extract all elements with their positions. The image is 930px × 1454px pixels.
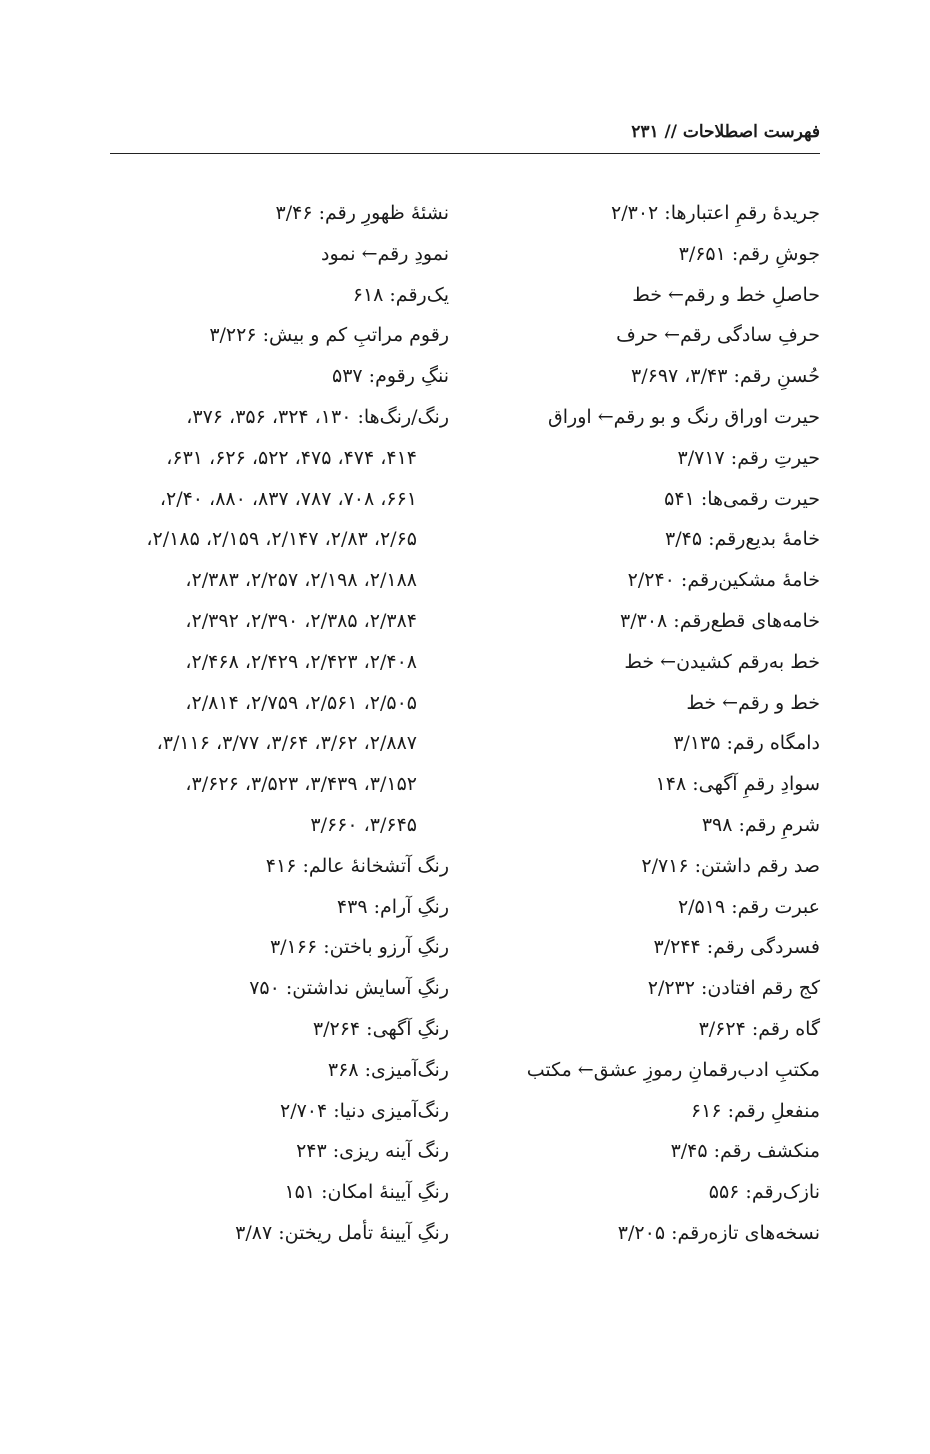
index-entry: عبرت رقم: ۲/۵۱۹ [677, 895, 820, 918]
index-entry: منکشف رقم: ۳/۴۵ [670, 1140, 820, 1163]
index-entry: رنگ‌آمیزی دنیا: ۲/۷۰۴ [280, 1099, 449, 1122]
index-entry: گاه رقم: ۳/۶۲۴ [698, 1017, 820, 1040]
index-entry: خط و رقم← خط [686, 691, 820, 714]
index-entry: رنگ آتشخانهٔ عالم: ۴۱۶ [265, 854, 449, 877]
index-entry: نسخه‌های تازه‌رقم: ۳/۲۰۵ [617, 1221, 820, 1244]
index-entry: حیرت اوراق رنگ و بو رقم← اوراق [548, 405, 820, 428]
header-rule [110, 153, 820, 154]
index-column-left [69, 193, 449, 1254]
index-entry: دامگاه رقم: ۳/۱۳۵ [673, 732, 820, 755]
index-entry: حرفِ سادگی رقم← حرف [616, 324, 820, 347]
index-entry: رنگِ آسایش نداشتن: ۷۵۰ [249, 977, 449, 1000]
index-entry: رنگ/رنگ‌ها: ۱۳۰، ۳۲۴، ۳۵۶، ۳۷۶، [186, 405, 449, 428]
index-entry: مکتبِ ادب‌رقمانِ رموزِ عشق← مکتب [526, 1058, 820, 1081]
index-entry-continuation: ۴۱۴، ۴۷۴، ۴۷۵، ۵۲۲، ۶۲۶، ۶۳۱، [166, 446, 417, 469]
index-entry: رنگ آینه ریزی: ۲۴۳ [296, 1140, 449, 1163]
index-entry: حاصلِ خط و رقم← خط [632, 283, 820, 306]
index-entry: خامهٔ بدیع‌رقم: ۳/۴۵ [665, 528, 820, 551]
index-entry: رنگِ آرام: ۴۳۹ [336, 895, 449, 918]
index-entry: رنگِ آرزو باختن: ۳/۱۶۶ [269, 936, 449, 959]
index-entry: حیرت رقمی‌ها: ۵۴۱ [664, 487, 820, 510]
index-entry: نمودِ رقم← نمود [321, 242, 449, 265]
index-entry-continuation: ۳/۱۵۲، ۳/۴۳۹، ۳/۵۲۳، ۳/۶۲۶، [185, 773, 417, 796]
index-entry: خامه‌های قطع‌رقم: ۳/۳۰۸ [620, 609, 820, 632]
index-column-right [450, 193, 820, 1254]
index-entry: رقوم مراتبِ کم و بیش: ۳/۲۲۶ [209, 324, 449, 347]
index-entry: جریدهٔ رقمِ اعتبارها: ۲/۳۰۲ [611, 202, 820, 224]
index-entry: نازک‌رقم: ۵۵۶ [708, 1181, 820, 1204]
index-entry: سوادِ رقمِ آگهی: ۱۴۸ [655, 773, 820, 796]
index-entry: شرمِ رقم: ۳۹۸ [701, 813, 820, 836]
index-entry: جوشِ رقم: ۳/۶۵۱ [678, 242, 820, 265]
index-entry-continuation: ۳/۶۴۵، ۳/۶۶۰ [310, 813, 417, 836]
index-entry: نشئهٔ ظهورِ رقم: ۳/۴۶ [275, 202, 449, 224]
index-entry: کج رقم افتادن: ۲/۲۳۲ [647, 977, 820, 1000]
index-entry: حُسنِ رقم: ۳/۴۳، ۳/۶۹۷ [631, 365, 820, 388]
index-entry: خامهٔ مشکین‌رقم: ۲/۲۴۰ [627, 569, 820, 592]
index-entry: خط به‌رقم کشیدن← خط [624, 650, 820, 673]
index-entry: رنگِ آیینهٔ تأمل ریختن: ۳/۸۷ [235, 1221, 449, 1244]
index-entry: ننگِ رقوم: ۵۳۷ [332, 365, 449, 388]
index-entry: صد رقم داشتن: ۲/۷۱۶ [641, 854, 820, 877]
index-entry: رنگِ آیینهٔ امکان: ۱۵۱ [284, 1181, 449, 1204]
index-entry-continuation: ۲/۳۸۴، ۲/۳۸۵، ۲/۳۹۰، ۲/۳۹۲، [185, 609, 417, 632]
index-entry: رنگِ آگهی: ۳/۲۶۴ [312, 1017, 449, 1040]
running-header: فهرست اصطلاحات // ۲۳۱ [631, 122, 820, 142]
index-entry: فسردگی رقم: ۳/۲۴۴ [653, 936, 820, 959]
index-entry-continuation: ۲/۱۸۸، ۲/۱۹۸، ۲/۲۵۷، ۲/۳۸۳، [185, 569, 417, 592]
index-entry-continuation: ۶۶۱، ۷۰۸، ۷۸۷، ۸۳۷، ۸۸۰، ۲/۴۰، [159, 487, 417, 510]
index-entry-continuation: ۲/۶۵، ۲/۸۳، ۲/۱۴۷، ۲/۱۵۹، ۲/۱۸۵، [146, 528, 417, 551]
index-entry-continuation: ۲/۴۰۸، ۲/۴۲۳، ۲/۴۲۹، ۲/۴۶۸، [185, 650, 417, 673]
index-entry: منفعلِ رقم: ۶۱۶ [690, 1099, 820, 1122]
index-entry: رنگ‌آمیزی: ۳۶۸ [327, 1058, 449, 1081]
index-entry-continuation: ۲/۸۸۷، ۳/۶۲، ۳/۶۴، ۳/۷۷، ۳/۱۱۶، [156, 732, 417, 755]
index-entry: حیرتِ رقم: ۳/۷۱۷ [677, 446, 820, 469]
index-entry: یک‌رقم: ۶۱۸ [352, 283, 449, 306]
index-entry-continuation: ۲/۵۰۵، ۲/۵۶۱، ۲/۷۵۹، ۲/۸۱۴، [185, 691, 417, 714]
